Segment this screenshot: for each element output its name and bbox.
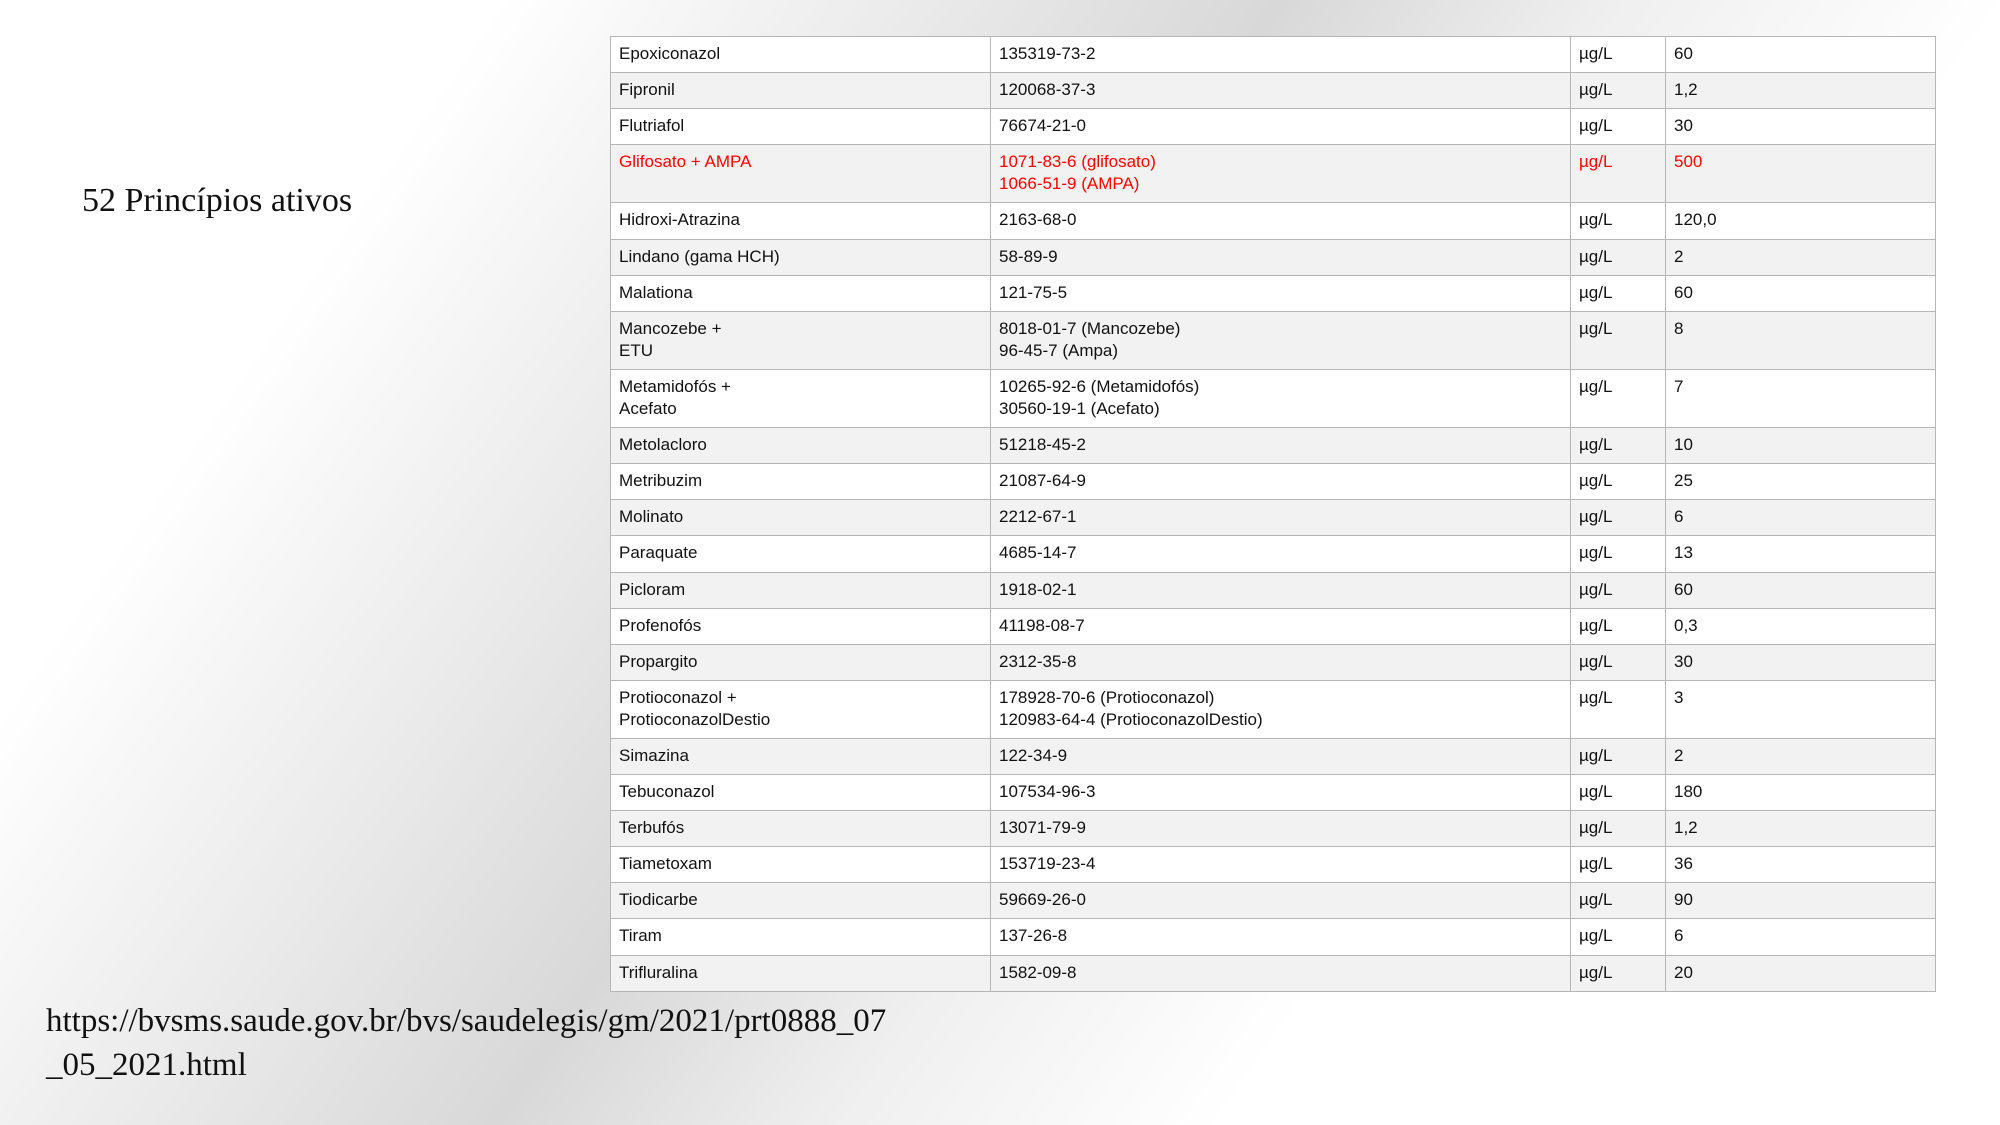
cell-limit-value: 90 — [1666, 883, 1936, 919]
cell-cas-number: 76674-21-0 — [991, 109, 1571, 145]
cell-limit-value: 60 — [1666, 572, 1936, 608]
cell-unit: µg/L — [1571, 955, 1666, 991]
cell-substance-name: Tiram — [611, 919, 991, 955]
pesticides-table — [610, 36, 1936, 992]
table-row — [611, 428, 1936, 464]
cell-unit: µg/L — [1571, 109, 1666, 145]
cell-substance-name: Picloram — [611, 572, 991, 608]
cell-limit-value: 10 — [1666, 428, 1936, 464]
cell-unit: µg/L — [1571, 464, 1666, 500]
cell-unit: µg/L — [1571, 428, 1666, 464]
table-row — [611, 955, 1936, 991]
cell-limit-value: 2 — [1666, 738, 1936, 774]
cell-substance-name: Propargito — [611, 644, 991, 680]
cell-limit-value: 6 — [1666, 500, 1936, 536]
table-row — [611, 738, 1936, 774]
table-row — [611, 239, 1936, 275]
table-row — [611, 37, 1936, 73]
cell-substance-name: Lindano (gama HCH) — [611, 239, 991, 275]
table-row — [611, 775, 1936, 811]
cell-substance-name: Tiodicarbe — [611, 883, 991, 919]
cell-unit: µg/L — [1571, 775, 1666, 811]
cell-substance-name: Molinato — [611, 500, 991, 536]
cell-cas-number: 107534-96-3 — [991, 775, 1571, 811]
cell-limit-value: 3 — [1666, 680, 1936, 738]
cell-unit: µg/L — [1571, 203, 1666, 239]
cell-cas-number: 135319-73-2 — [991, 37, 1571, 73]
cell-cas-number: 178928-70-6 (Protioconazol) 120983-64-4 (ProtioconazolDestio) — [991, 680, 1571, 738]
cell-cas-number: 13071-79-9 — [991, 811, 1571, 847]
table-row — [611, 644, 1936, 680]
cell-unit: µg/L — [1571, 536, 1666, 572]
cell-unit: µg/L — [1571, 311, 1666, 369]
cell-limit-value: 500 — [1666, 145, 1936, 203]
cell-unit: µg/L — [1571, 811, 1666, 847]
table-row — [611, 311, 1936, 369]
cell-limit-value: 180 — [1666, 775, 1936, 811]
cell-limit-value: 13 — [1666, 536, 1936, 572]
cell-limit-value: 30 — [1666, 644, 1936, 680]
cell-cas-number: 41198-08-7 — [991, 608, 1571, 644]
cell-limit-value: 1,2 — [1666, 73, 1936, 109]
cell-substance-name: Hidroxi-Atrazina — [611, 203, 991, 239]
source-url-line-2: _05_2021.html — [46, 1046, 247, 1083]
cell-unit: µg/L — [1571, 572, 1666, 608]
cell-substance-name: Metamidofós + Acefato — [611, 369, 991, 427]
table-row — [611, 847, 1936, 883]
cell-limit-value: 0,3 — [1666, 608, 1936, 644]
cell-unit: µg/L — [1571, 847, 1666, 883]
cell-unit: µg/L — [1571, 644, 1666, 680]
pesticides-table-container — [610, 36, 1935, 992]
cell-limit-value: 36 — [1666, 847, 1936, 883]
table-row — [611, 883, 1936, 919]
cell-substance-name: Tiametoxam — [611, 847, 991, 883]
table-row — [611, 536, 1936, 572]
cell-substance-name: Mancozebe + ETU — [611, 311, 991, 369]
table-row — [611, 572, 1936, 608]
cell-cas-number: 1918-02-1 — [991, 572, 1571, 608]
cell-cas-number: 2212-67-1 — [991, 500, 1571, 536]
cell-cas-number: 153719-23-4 — [991, 847, 1571, 883]
table-row — [611, 680, 1936, 738]
cell-unit: µg/L — [1571, 738, 1666, 774]
cell-unit: µg/L — [1571, 73, 1666, 109]
cell-limit-value: 7 — [1666, 369, 1936, 427]
cell-limit-value: 120,0 — [1666, 203, 1936, 239]
cell-limit-value: 60 — [1666, 275, 1936, 311]
cell-unit: µg/L — [1571, 145, 1666, 203]
source-url[interactable] — [46, 1000, 1146, 1087]
cell-limit-value: 30 — [1666, 109, 1936, 145]
cell-substance-name: Glifosato + AMPA — [611, 145, 991, 203]
cell-cas-number: 2312-35-8 — [991, 644, 1571, 680]
cell-unit: µg/L — [1571, 369, 1666, 427]
cell-limit-value: 2 — [1666, 239, 1936, 275]
cell-substance-name: Malationa — [611, 275, 991, 311]
cell-substance-name: Epoxiconazol — [611, 37, 991, 73]
cell-unit: µg/L — [1571, 275, 1666, 311]
cell-substance-name: Metribuzim — [611, 464, 991, 500]
table-row — [611, 203, 1936, 239]
cell-limit-value: 25 — [1666, 464, 1936, 500]
cell-cas-number: 122-34-9 — [991, 738, 1571, 774]
cell-unit: µg/L — [1571, 500, 1666, 536]
cell-unit: µg/L — [1571, 680, 1666, 738]
table-row — [611, 109, 1936, 145]
page-title: 52 Princípios ativos — [82, 182, 353, 219]
table-row — [611, 811, 1936, 847]
cell-substance-name: Tebuconazol — [611, 775, 991, 811]
table-row — [611, 275, 1936, 311]
cell-limit-value: 1,2 — [1666, 811, 1936, 847]
cell-cas-number: 120068-37-3 — [991, 73, 1571, 109]
cell-cas-number: 1071-83-6 (glifosato) 1066-51-9 (AMPA) — [991, 145, 1571, 203]
cell-substance-name: Flutriafol — [611, 109, 991, 145]
cell-unit: µg/L — [1571, 608, 1666, 644]
cell-limit-value: 8 — [1666, 311, 1936, 369]
cell-substance-name: Protioconazol + ProtioconazolDestio — [611, 680, 991, 738]
cell-cas-number: 1582-09-8 — [991, 955, 1571, 991]
cell-unit: µg/L — [1571, 883, 1666, 919]
cell-cas-number: 121-75-5 — [991, 275, 1571, 311]
cell-limit-value: 60 — [1666, 37, 1936, 73]
cell-substance-name: Paraquate — [611, 536, 991, 572]
cell-substance-name: Metolacloro — [611, 428, 991, 464]
table-body — [611, 37, 1936, 992]
table-row — [611, 608, 1936, 644]
table-row — [611, 919, 1936, 955]
cell-cas-number: 51218-45-2 — [991, 428, 1571, 464]
cell-limit-value: 20 — [1666, 955, 1936, 991]
cell-unit: µg/L — [1571, 37, 1666, 73]
cell-unit: µg/L — [1571, 919, 1666, 955]
table-row — [611, 73, 1936, 109]
cell-cas-number: 8018-01-7 (Mancozebe) 96-45-7 (Ampa) — [991, 311, 1571, 369]
cell-unit: µg/L — [1571, 239, 1666, 275]
cell-substance-name: Profenofós — [611, 608, 991, 644]
cell-limit-value: 6 — [1666, 919, 1936, 955]
source-url-line-1: https://bvsms.saude.gov.br/bvs/saudelegis/gm/2021/prt0888_07 — [46, 1003, 887, 1039]
cell-cas-number: 137-26-8 — [991, 919, 1571, 955]
cell-cas-number: 10265-92-6 (Metamidofós) 30560-19-1 (Acefato) — [991, 369, 1571, 427]
cell-substance-name: Fipronil — [611, 73, 991, 109]
cell-substance-name: Simazina — [611, 738, 991, 774]
cell-cas-number: 59669-26-0 — [991, 883, 1571, 919]
cell-cas-number: 2163-68-0 — [991, 203, 1571, 239]
cell-cas-number: 21087-64-9 — [991, 464, 1571, 500]
table-row — [611, 369, 1936, 427]
table-row — [611, 500, 1936, 536]
table-row — [611, 145, 1936, 203]
table-row — [611, 464, 1936, 500]
cell-substance-name: Trifluralina — [611, 955, 991, 991]
cell-cas-number: 58-89-9 — [991, 239, 1571, 275]
cell-cas-number: 4685-14-7 — [991, 536, 1571, 572]
cell-substance-name: Terbufós — [611, 811, 991, 847]
